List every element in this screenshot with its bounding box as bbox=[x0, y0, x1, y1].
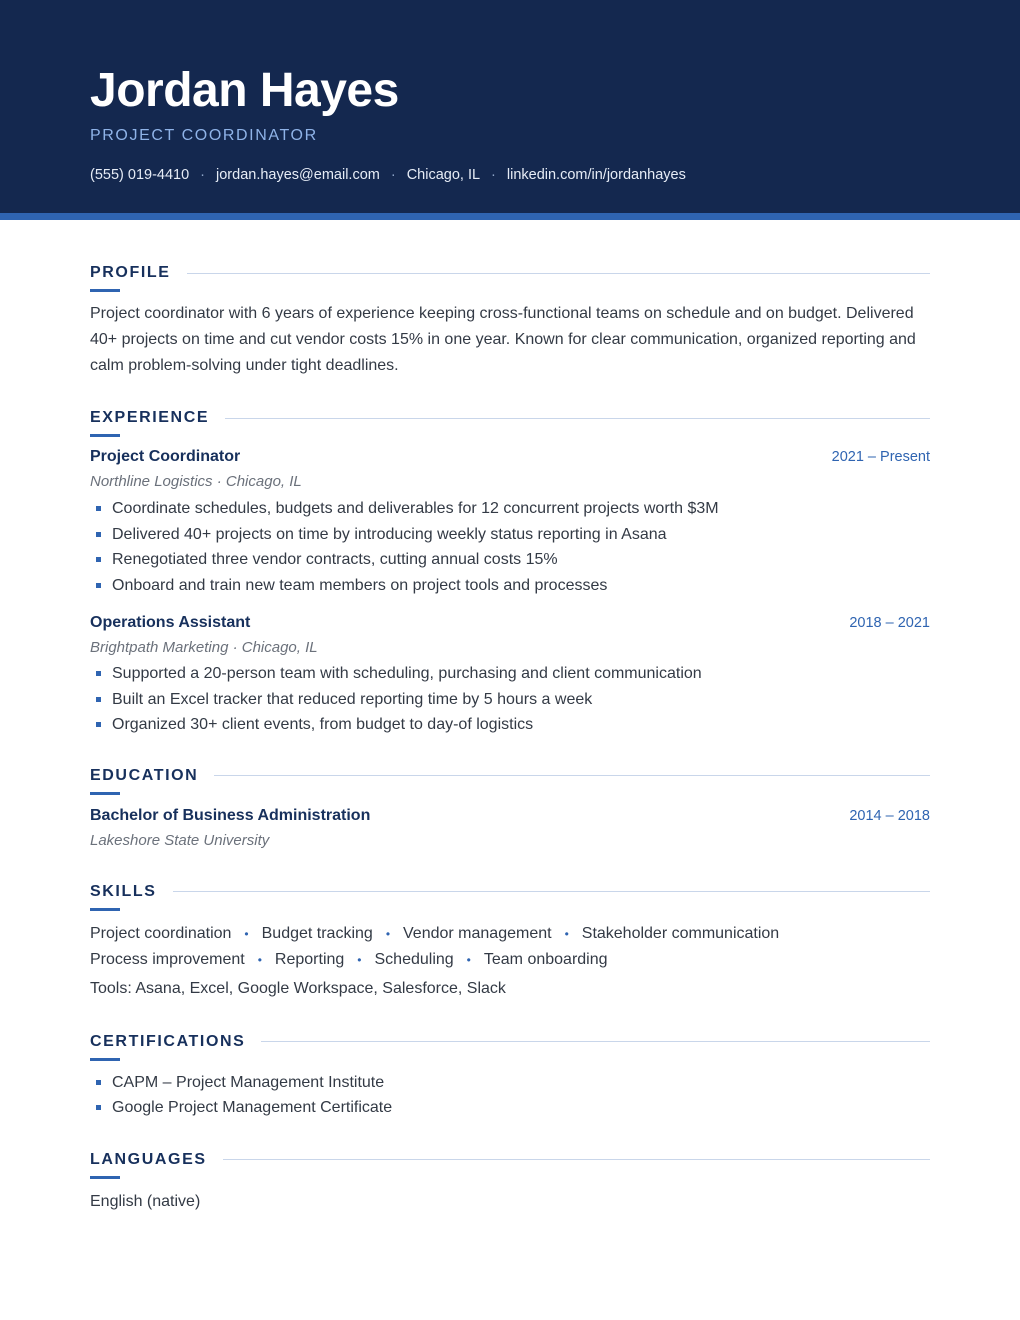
contact-separator: · bbox=[200, 167, 206, 183]
skills-row bbox=[90, 921, 930, 947]
list-item: CAPM – Project Management Institute bbox=[90, 1070, 930, 1096]
job-title: Operations Assistant bbox=[90, 614, 251, 631]
section-header bbox=[90, 881, 930, 903]
skills-row bbox=[90, 947, 930, 973]
job-bullets bbox=[90, 496, 930, 598]
skill-separator: • bbox=[257, 952, 262, 967]
certification-list bbox=[90, 1070, 930, 1121]
skill-separator: • bbox=[244, 926, 249, 941]
contact-phone: (555) 019-4410 bbox=[90, 167, 190, 183]
section-title: PROFILE bbox=[90, 264, 171, 281]
contact-line bbox=[90, 166, 960, 184]
section-accent-bar bbox=[90, 792, 120, 795]
bullet-square-icon bbox=[96, 557, 101, 562]
degree-title: Bachelor of Business Administration bbox=[90, 806, 371, 824]
list-item: Built an Excel tracker that reduced reporting time by 5 hours a week bbox=[90, 687, 930, 713]
list-item: Coordinate schedules, budgets and deliverables for 12 concurrent projects worth $3M bbox=[90, 496, 930, 522]
section-divider bbox=[223, 1159, 930, 1160]
section-title: EDUCATION bbox=[90, 766, 199, 784]
profile-summary: Project coordinator with 6 years of experience keeping cross-functional teams on schedule and on budget. Delivered 40+ projects on time and cut vendor costs 15% in one year. Known for clear communication, organized reporting and calm problem-solving under tight deadlines. bbox=[90, 305, 916, 374]
bullet-square-icon bbox=[96, 671, 101, 676]
skill-separator: • bbox=[357, 952, 362, 967]
section-divider bbox=[214, 775, 930, 776]
bullet-square-icon bbox=[96, 697, 101, 702]
list-item: Renegotiated three vendor contracts, cutting annual costs 15% bbox=[90, 547, 930, 573]
contact-email[interactable]: jordan.hayes@email.com bbox=[216, 167, 380, 183]
section-divider bbox=[225, 418, 930, 419]
section-accent-bar bbox=[90, 434, 120, 437]
section-header bbox=[90, 765, 930, 787]
skill-item: Vendor management bbox=[403, 924, 552, 942]
list-item: Onboard and train new team members on project tools and processes bbox=[90, 573, 930, 599]
certifications-section bbox=[90, 1031, 930, 1121]
section-header bbox=[90, 262, 930, 284]
job-company: Northline Logistics · Chicago, IL bbox=[90, 473, 302, 490]
job-company: Brightpath Marketing · Chicago, IL bbox=[90, 639, 318, 656]
skill-item: Process improvement bbox=[90, 950, 245, 968]
skills-tools: Tools: Asana, Excel, Google Workspace, Salesforce, Slack bbox=[90, 979, 506, 997]
job-entry bbox=[90, 614, 930, 738]
section-divider bbox=[173, 891, 931, 892]
languages-section bbox=[90, 1149, 930, 1215]
bullet-square-icon bbox=[96, 583, 101, 588]
experience-section bbox=[90, 407, 930, 738]
skill-item: Scheduling bbox=[374, 950, 454, 968]
section-accent-bar bbox=[90, 1176, 120, 1179]
section-divider bbox=[261, 1041, 930, 1042]
skill-item: Reporting bbox=[274, 950, 345, 968]
skill-item: Budget tracking bbox=[261, 924, 373, 942]
contact-location: Chicago, IL bbox=[406, 167, 481, 183]
list-item: Google Project Management Certificate bbox=[90, 1095, 930, 1121]
skill-separator: • bbox=[466, 952, 471, 967]
section-header bbox=[90, 407, 930, 429]
section-title: EXPERIENCE bbox=[90, 409, 210, 426]
skill-item: Stakeholder communication bbox=[581, 924, 780, 942]
list-item: Organized 30+ client events, from budget to day-of logistics bbox=[90, 712, 930, 738]
bullet-square-icon bbox=[96, 1105, 101, 1110]
job-entry bbox=[90, 448, 930, 598]
contact-separator: · bbox=[491, 167, 496, 183]
skill-separator: • bbox=[385, 926, 391, 941]
profile-section bbox=[90, 262, 930, 379]
section-header bbox=[90, 1149, 930, 1171]
section-title: SKILLS bbox=[90, 882, 157, 900]
education-entry bbox=[90, 807, 930, 851]
bullet-square-icon bbox=[96, 722, 101, 727]
resume-body bbox=[90, 220, 930, 1215]
skills-section bbox=[90, 881, 930, 1002]
school-name: Lakeshore State University bbox=[90, 831, 270, 849]
contact-linkedin[interactable]: linkedin.com/in/jordanhayes bbox=[506, 167, 686, 183]
skill-item: Team onboarding bbox=[483, 950, 608, 968]
section-accent-bar bbox=[90, 1058, 120, 1061]
job-title: Project Coordinator bbox=[90, 448, 241, 465]
languages-text: English (native) bbox=[90, 1192, 201, 1210]
bullet-square-icon bbox=[96, 506, 101, 511]
section-header bbox=[90, 1031, 930, 1053]
job-dates: 2018 – 2021 bbox=[849, 615, 930, 631]
contact-separator: · bbox=[390, 167, 396, 183]
education-dates: 2014 – 2018 bbox=[849, 807, 930, 824]
bullet-square-icon bbox=[96, 1080, 101, 1085]
resume-header bbox=[0, 0, 1020, 220]
section-accent-bar bbox=[90, 908, 120, 911]
candidate-name: Jordan Hayes bbox=[90, 64, 399, 117]
list-item: Delivered 40+ projects on time by introducing weekly status reporting in Asana bbox=[90, 522, 930, 548]
section-title: LANGUAGES bbox=[90, 1150, 207, 1168]
section-accent-bar bbox=[90, 289, 120, 292]
section-title: CERTIFICATIONS bbox=[90, 1032, 246, 1050]
skill-item: Project coordination bbox=[90, 924, 232, 942]
job-bullets bbox=[90, 661, 930, 738]
bullet-square-icon bbox=[96, 532, 101, 537]
job-role: PROJECT COORDINATOR bbox=[90, 127, 318, 144]
job-dates: 2021 – Present bbox=[831, 449, 930, 465]
list-item: Supported a 20-person team with scheduling, purchasing and client communication bbox=[90, 661, 930, 687]
section-divider bbox=[187, 273, 930, 274]
skill-separator: • bbox=[564, 926, 569, 941]
education-section bbox=[90, 765, 930, 851]
